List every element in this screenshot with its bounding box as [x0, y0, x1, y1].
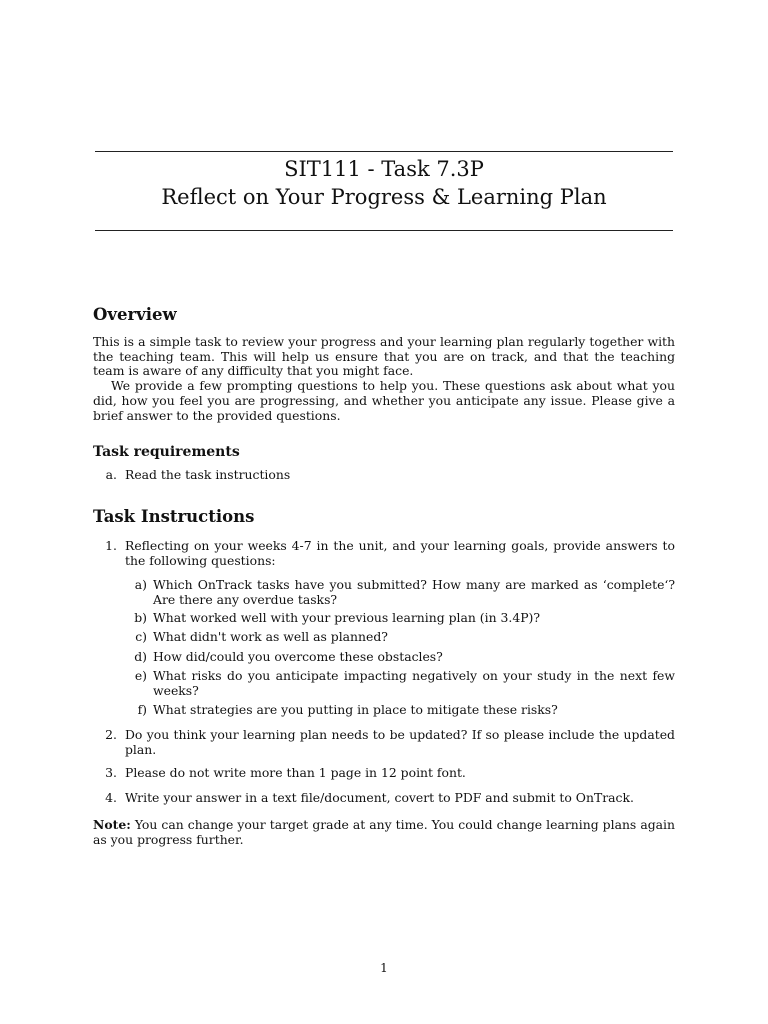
- note-text: You can change your target grade at any time. You could change learning plans again as you progress further.: [93, 817, 675, 847]
- requirement-marker: a.: [105, 467, 117, 482]
- overview-paragraph-2: We provide a few prompting questions to help you. These questions ask about what you did, how you feel you are progressing, and whether you anticipate any issue. Please give a brief answer to the provided questions.: [93, 378, 675, 423]
- note-paragraph: [93, 818, 675, 847]
- title-bottom-rule: [95, 230, 673, 231]
- question-text: What risks do you anticipate impacting negatively on your study in the next few weeks?: [153, 668, 675, 698]
- overview-heading: Overview: [93, 305, 177, 324]
- question-marker: c): [135, 629, 147, 644]
- instruction-text: Reflecting on your weeks 4-7 in the unit, and your learning goals, provide answers to the following questions:: [125, 538, 675, 568]
- instruction-marker: 4.: [105, 790, 117, 805]
- title-course-task: SIT111 - Task 7.3P: [284, 157, 484, 181]
- instructions-heading: Task Instructions: [93, 507, 255, 526]
- question-text: Which OnTrack tasks have you submitted? How many are marked as ‘complete‘? Are there any overdue tasks?: [153, 577, 675, 607]
- overview-body: [93, 335, 675, 423]
- question-text: What strategies are you putting in place to mitigate these risks?: [153, 702, 558, 717]
- instruction-marker: 1.: [105, 538, 117, 553]
- note-label: Note:: [93, 817, 131, 832]
- question-text: What worked well with your previous learning plan (in 3.4P)?: [153, 610, 541, 625]
- overview-paragraph-1: This is a simple task to review your progress and your learning plan regularly together with the teaching team. This will help us ensure that you are on track, and that the teaching team is aware of any difficulty that you might face.: [93, 334, 675, 379]
- note-body: [93, 818, 675, 847]
- requirements-heading: Task requirements: [93, 444, 240, 460]
- question-marker: b): [134, 610, 147, 625]
- title-top-rule: [95, 151, 673, 152]
- question-marker: f): [137, 702, 147, 717]
- instruction-text: Please do not write more than 1 page in 12 point font.: [125, 765, 466, 780]
- question-marker: a): [134, 577, 147, 592]
- question-marker: d): [134, 649, 147, 664]
- question-text: What didn't work as well as planned?: [153, 629, 388, 644]
- title-subtitle: Reflect on Your Progress & Learning Plan: [161, 185, 607, 209]
- instruction-marker: 2.: [105, 727, 117, 742]
- instruction-marker: 3.: [105, 765, 117, 780]
- requirement-text: Read the task instructions: [125, 467, 291, 482]
- question-text: How did/could you overcome these obstacles?: [153, 649, 443, 664]
- document-title: [95, 155, 673, 211]
- question-marker: e): [134, 668, 147, 683]
- instruction-text: Write your answer in a text file/document, covert to PDF and submit to OnTrack.: [125, 790, 634, 805]
- page-number: 1: [380, 961, 388, 975]
- instruction-text: Do you think your learning plan needs to be updated? If so please include the updated plan.: [125, 727, 675, 757]
